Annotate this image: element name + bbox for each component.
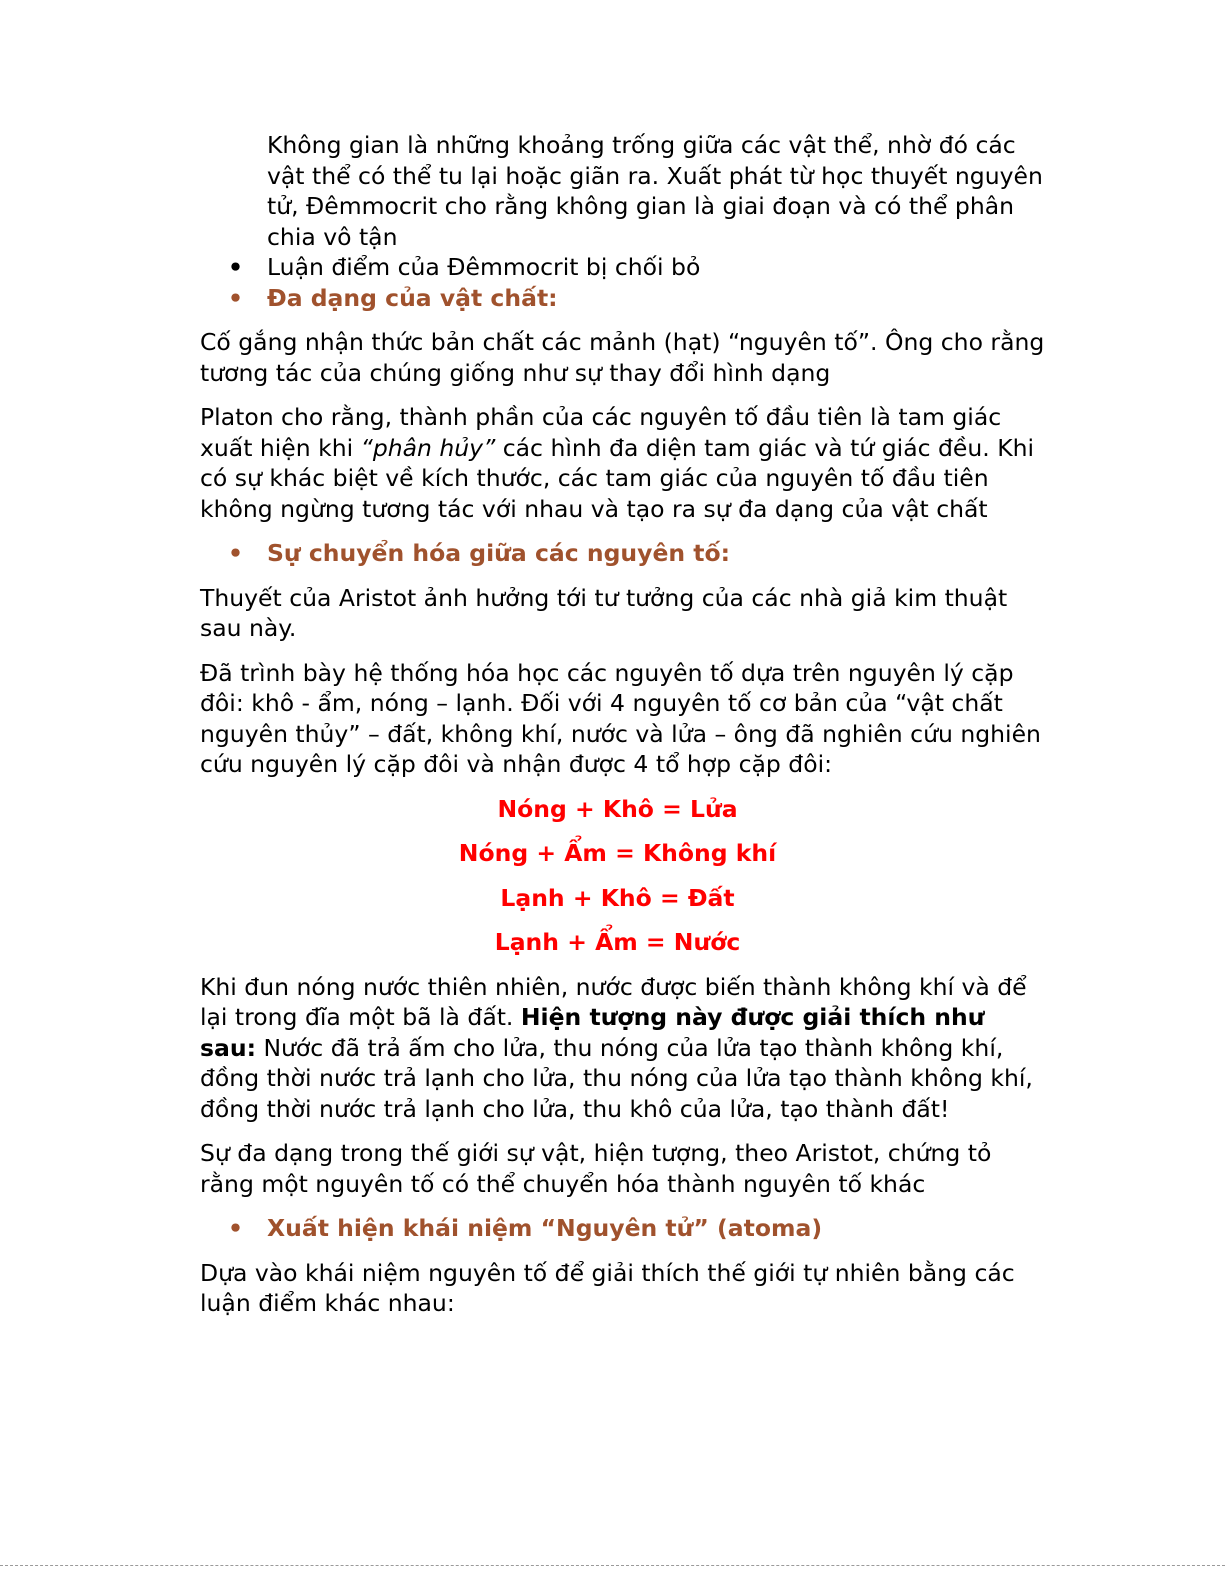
text-run: Platon cho rằng, thành phần của các nguyên tố đầu tiên là tam giác xuất hiện khi: [200, 403, 1002, 462]
document-body: [200, 130, 1045, 1319]
italic-term: “phân hủy”: [360, 433, 496, 462]
text-run: Nước đã trả ấm cho lửa, thu nóng của lửa tạo thành không khí, đồng thời nước trả lạnh cho lửa, thu nóng của lửa tạo thành không khí, đồng thời nước trả lạnh cho lửa, thu khô của lửa, tạo thành đất!: [200, 1033, 1033, 1123]
bullet-icon: •: [228, 283, 244, 312]
paragraph-variety: Sự đa dạng trong thế giới sự vật, hiện tượng, theo Aristot, chứng tỏ rằng một nguyên tố có thể chuyển hóa thành nguyên tố khác: [200, 1139, 992, 1198]
formula-water: Lạnh + Ẩm = Nước: [494, 928, 741, 956]
heading-text: Xuất hiện khái niệm “Nguyên tử” (atoma): [267, 1214, 823, 1242]
text-run: Khi đun nóng nước thiên nhiên, nước được biến thành không khí và để lại trong đĩa một bã là đất.: [200, 972, 1027, 1031]
bullet-icon: •: [228, 539, 244, 567]
formula-fire: Nóng + Khô = Lửa: [497, 794, 738, 823]
formula-earth: Lạnh + Khô = Đất: [500, 883, 735, 912]
intro-paragraph: Không gian là những khoảng trống giữa các vật thể, nhờ đó các vật thể có thể tu lại hoặc giãn ra. Xuất phát từ học thuyết nguyên tử, Đêmmocrit cho rằng không gian là giai đoạn và có thể phân chia vô tận: [267, 131, 1043, 251]
heading-text: Sự chuyển hóa giữa các nguyên tố:: [267, 539, 731, 567]
bullet-icon: •: [228, 253, 244, 281]
paragraph-boiling: [200, 972, 1045, 1125]
paragraph-final: Dựa vào khái niệm nguyên tố để giải thích thế giới tự nhiên bằng các luận điểm khác nhau:: [200, 1258, 1015, 1317]
bullet-icon: •: [228, 1214, 244, 1242]
page-bottom-divider: [0, 1565, 1225, 1566]
bullet-text: Luận điểm của Đêmmocrit bị chối bỏ: [267, 253, 701, 281]
bold-phrase: Hiện tượng này được giải thích như sau:: [200, 1003, 985, 1062]
heading-text: Đa dạng của vật chất:: [267, 283, 558, 312]
section-heading-transformation: [200, 538, 1045, 569]
paragraph-diversity: Cố gắng nhận thức bản chất các mảnh (hạt) “nguyên tố”. Ông cho rằng tương tác của chúng giống như sự thay đổi hình dạng: [200, 328, 1045, 387]
section-heading-diversity: [200, 283, 1045, 314]
formula-air: Nóng + Ẩm = Không khí: [458, 839, 777, 867]
paragraph-aristot: Thuyết của Aristot ảnh hưởng tới tư tưởng của các nhà giả kim thuật sau này.: [200, 583, 1008, 642]
bullet-item-rejected: [200, 252, 1045, 283]
text-run: các hình đa diện tam giác và tứ giác đều. Khi có sự khác biệt về kích thước, các tam giác của nguyên tố đầu tiên không ngừng tương tác với nhau và tạo ra sự đa dạng của vật chất: [200, 433, 1035, 523]
paragraph-platon: [200, 402, 1045, 524]
section-heading-atoma: [200, 1213, 1045, 1244]
paragraph-system: Đã trình bày hệ thống hóa học các nguyên tố dựa trên nguyên lý cặp đôi: khô - ẩm, nóng – lạnh. Đối với 4 nguyên tố cơ bản của “vật chất nguyên thủy” – đất, không khí, nước và lửa – ông đã nghiên cứu nghiên cứu nguyên lý cặp đôi và nhận được 4 tổ hợp cặp đôi:: [200, 658, 1041, 778]
